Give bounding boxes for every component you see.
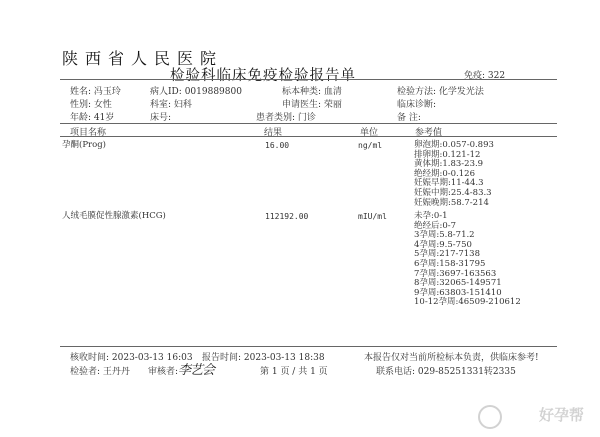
watermark-logo-icon [478,405,502,429]
remark-label: 备 注: [397,113,421,123]
hospital-name: 陕西省人民医院 [62,49,224,68]
table-row-ref: 未孕:0-1 绝经后:0-7 3孕周:5.8-71.2 4孕周:9.5-750 5孕周:217-7138 6孕周:158-31795 7孕周:3697-163563 8孕周:32065-149571 9孕周:63803-151410 10-12孕周:46509-210612 [414,211,521,308]
table-row-result: 112192.00 [265,212,309,221]
collect-time: 核收时间: 2023-03-13 16:03 [70,353,193,363]
contact-phone: 联系电话: 029-85251331转2335 [376,367,516,377]
col-header-result: 结果 [264,128,283,138]
col-header-unit: 单位 [360,128,379,138]
divider-info [60,123,557,124]
reviewer-label: 审核者: [148,367,179,377]
patient-age [70,110,114,123]
test-method [397,84,484,97]
sample-type-label: 标本种类: [282,87,322,97]
requesting-doctor-label: 申请医生: [282,100,322,110]
requesting-doctor [282,97,342,110]
bed-number-label: 床号: [150,113,172,123]
patient-age-label: 年龄: [70,113,92,123]
disclaimer: 本报告仅对当前所检标本负责，供临床参考! [364,353,539,363]
divider-top [60,79,557,80]
sample-type [282,84,342,97]
bed-number [150,110,171,123]
clinical-diagnosis-label: 临床诊断: [397,100,437,110]
clinical-diagnosis [397,97,436,110]
table-row-name: 人绒毛膜促性腺激素(HCG) [62,211,166,221]
patient-type-label: 患者类别: [256,113,296,123]
tester: 检验者: 王丹丹 [70,367,130,377]
col-header-item: 项目名称 [70,128,107,138]
report-number-label: 免疫: [464,71,486,81]
table-row-unit: ng/ml [358,141,383,150]
report-title: 检验科临床免疫检验报告单 [170,68,356,84]
patient-name-label: 姓名: [70,87,92,97]
patient-id-label: 病人ID: [150,87,182,97]
table-row-name: 孕酮(Prog) [62,140,106,150]
patient-type [256,110,316,123]
remark [397,110,421,123]
department [150,97,192,110]
table-row-ref: 卵泡期:0.057-0.893 排卵期:0.121-12 黄体期:1.83-23.9 绝经期:0-0.126 妊娠早期:11-44.3 妊娠中期:25.4-83.3 妊娠晚期:58.7-214 [414,140,494,208]
report-number-value: 322 [487,71,506,81]
department-value: 妇科 [173,100,192,110]
test-method-label: 检验方法: [397,87,437,97]
patient-sex-value: 女性 [93,100,112,110]
patient-id [150,84,242,97]
patient-id-value: 0019889800 [184,87,242,97]
patient-sex-label: 性别: [70,100,92,110]
department-label: 科室: [150,100,172,110]
patient-age-value: 41岁 [93,113,115,123]
patient-name [70,84,121,97]
patient-name-value: 冯玉玲 [93,87,121,97]
requesting-doctor-value: 荣丽 [323,100,342,110]
table-row-unit: mIU/ml [358,212,387,221]
watermark: 好孕帮 [538,406,584,424]
col-header-ref: 参考值 [415,128,443,138]
sample-type-value: 血清 [323,87,342,97]
reviewer-signature: 李艺会 [178,363,215,378]
table-row-result: 16.00 [265,141,290,150]
page-indicator: 第 1 页 / 共 1 页 [260,367,328,377]
report-time: 报告时间: 2023-03-13 18:38 [202,353,325,363]
divider-footer [60,346,557,347]
divider-header [60,136,557,137]
patient-sex [70,97,112,110]
patient-type-value: 门诊 [297,113,316,123]
test-method-value: 化学发光法 [438,87,484,97]
